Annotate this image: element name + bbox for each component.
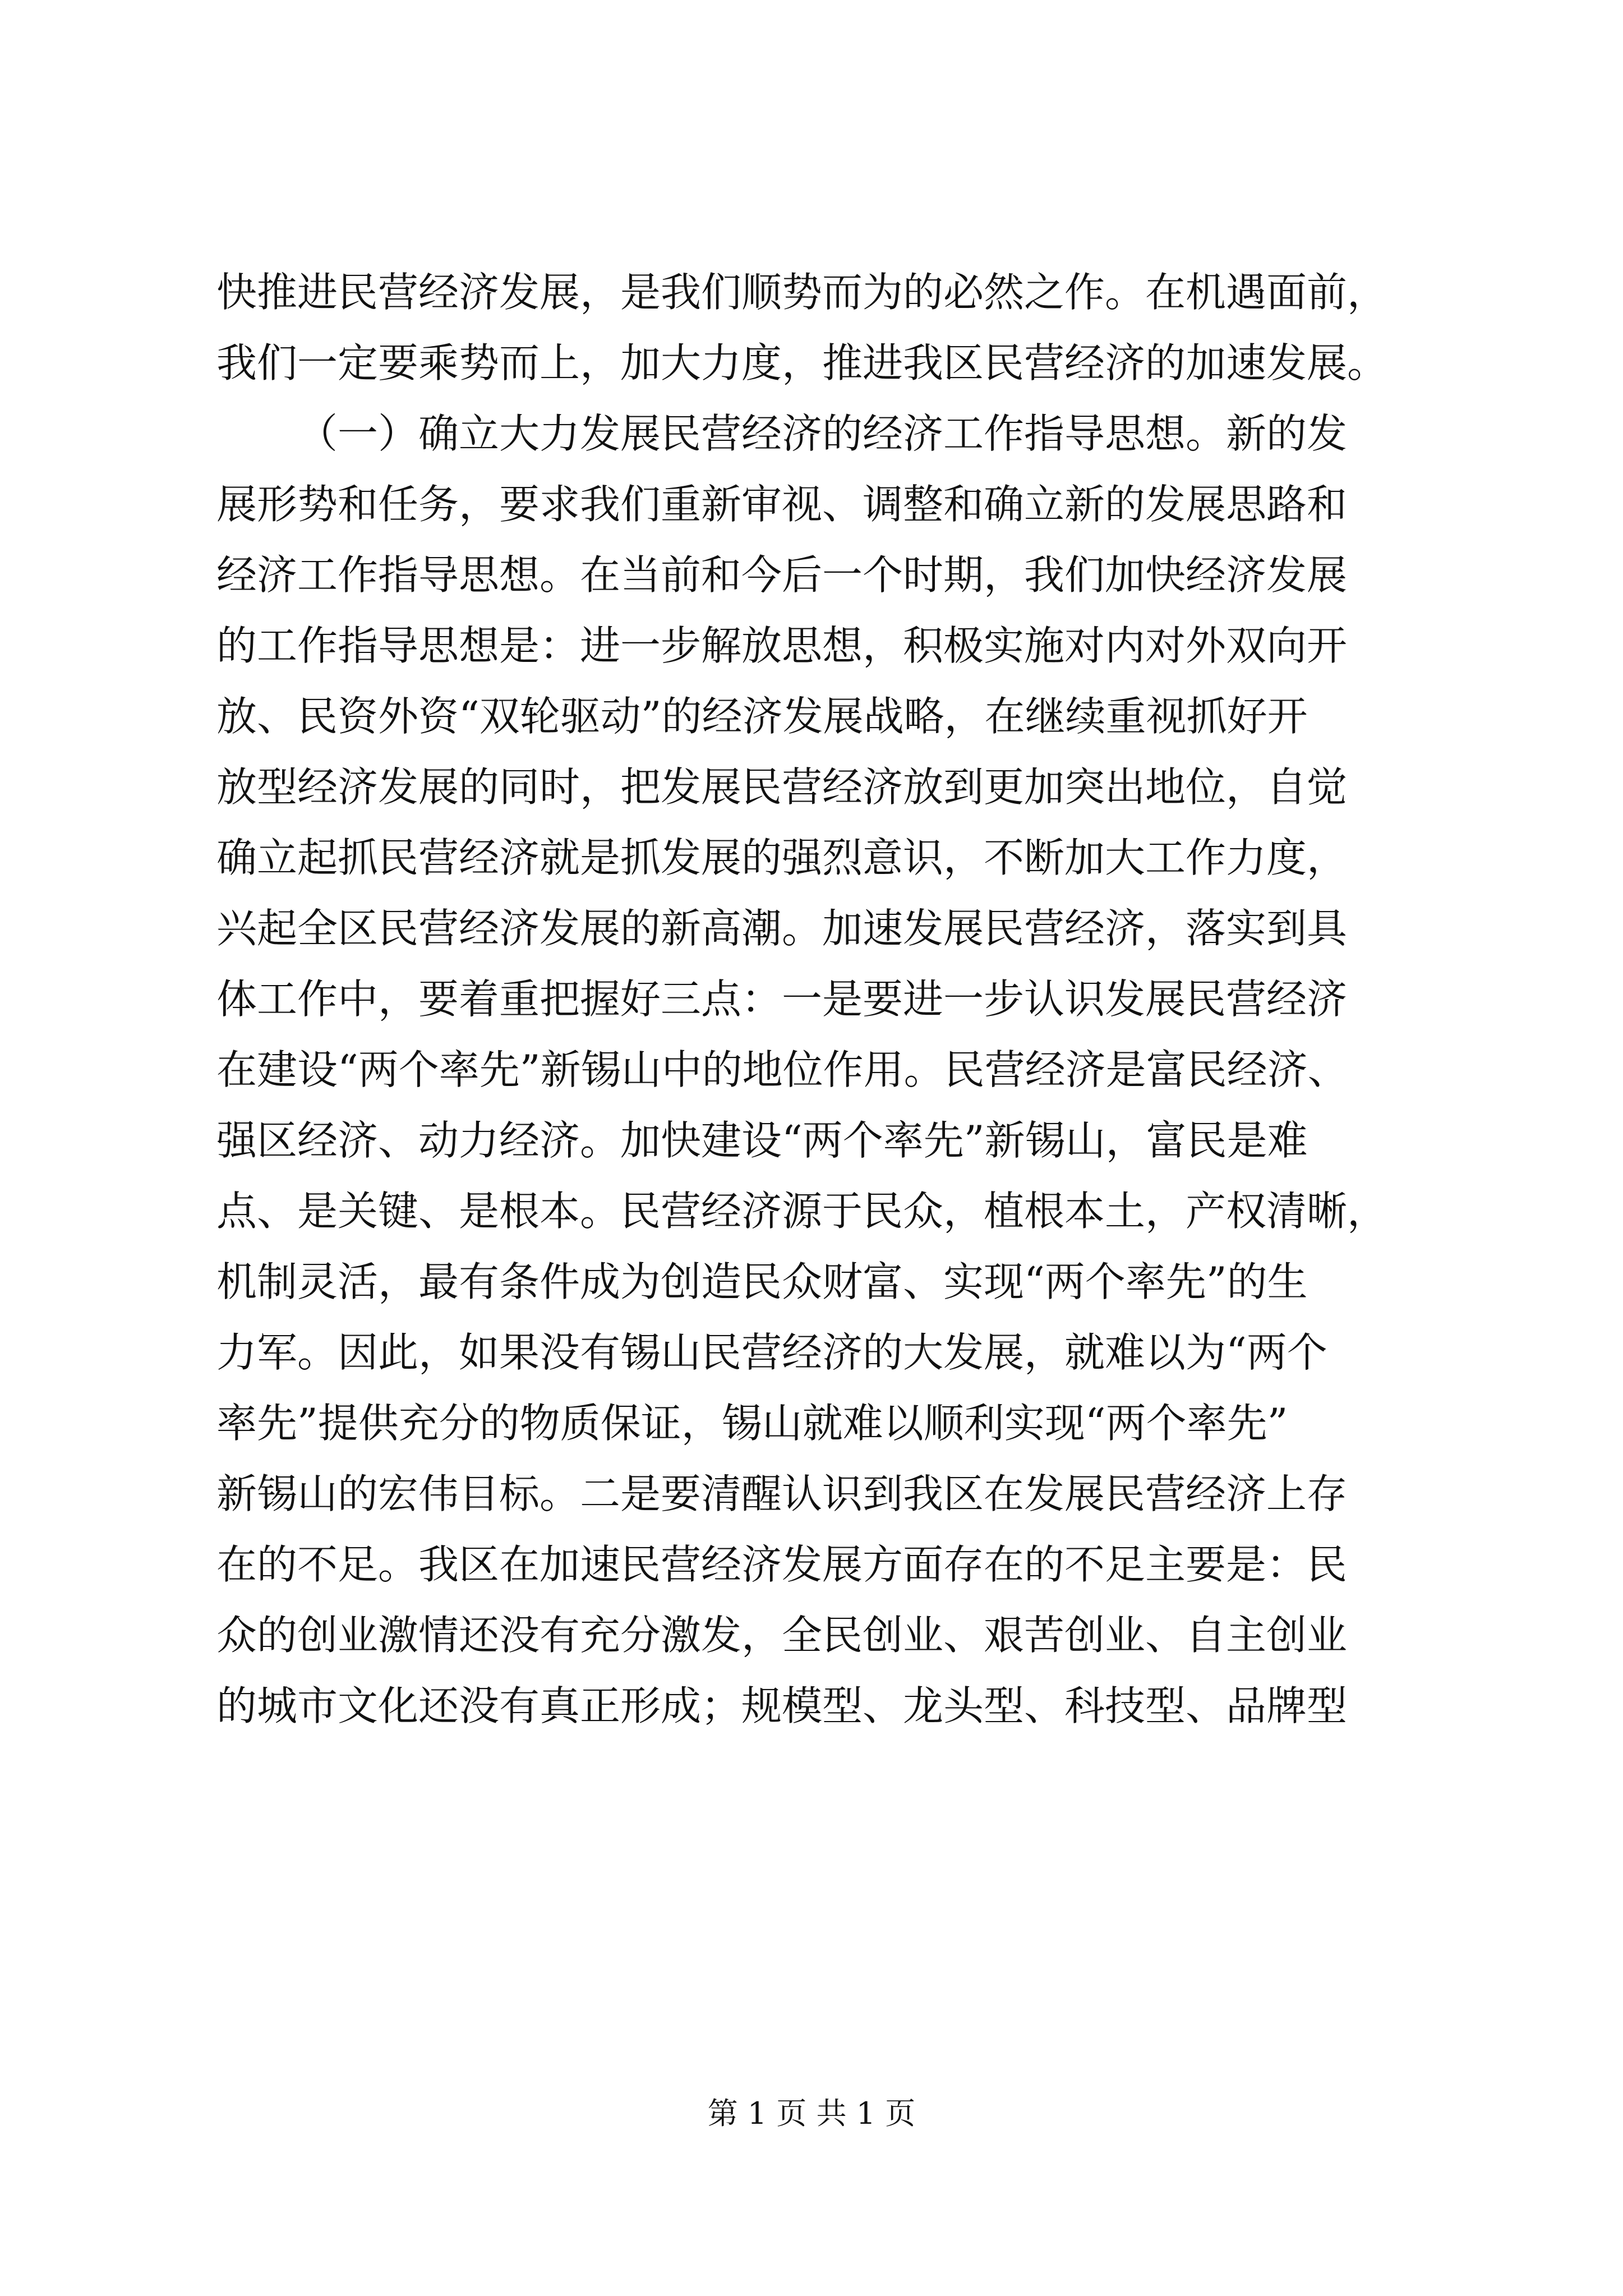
text-line: 体工作中，要着重把握好三点：一是要进一步认识发展民营经济 bbox=[216, 976, 1348, 1023]
text-line: 经济工作指导思想。在当前和今后一个时期，我们加快经济发展 bbox=[216, 551, 1348, 599]
text-line: 快推进民营经济发展，是我们顺势而为的必然之作。在机遇面前， bbox=[216, 269, 1388, 316]
page-number-footer: 第 1 页 共 1 页 bbox=[707, 2096, 916, 2131]
text-line: 的工作指导思想是：进一步解放思想，积极实施对内对外双向开 bbox=[216, 622, 1348, 669]
text-line: 机制灵活，最有条件成为创造民众财富、实现“两个率先”的生 bbox=[216, 1258, 1308, 1305]
text-line: 率先”提供充分的物质保证，锡山就难以顺利实现“两个率先” bbox=[216, 1400, 1288, 1447]
text-line: 在的不足。我区在加速民营经济发展方面存在的不足主要是：民 bbox=[216, 1541, 1348, 1588]
text-line: （一）确立大力发展民营经济的经济工作指导思想。新的发 bbox=[297, 410, 1348, 457]
document-body bbox=[216, 257, 1428, 1741]
text-line: 兴起全区民营经济发展的新高潮。加速发展民营经济，落实到具 bbox=[216, 905, 1348, 952]
text-line: 新锡山的宏伟目标。二是要清醒认识到我区在发展民营经济上存 bbox=[216, 1470, 1348, 1517]
text-line: 点、是关键、是根本。民营经济源于民众，植根本土，产权清晰， bbox=[216, 1188, 1388, 1235]
text-line: 我们一定要乘势而上，加大力度，推进我区民营经济的加速发展。 bbox=[216, 339, 1388, 386]
text-line: 展形势和任务，要求我们重新审视、调整和确立新的发展思路和 bbox=[216, 481, 1348, 528]
text-line: 的城市文化还没有真正形成；规模型、龙头型、科技型、品牌型 bbox=[216, 1682, 1348, 1729]
text-line: 放、民资外资“双轮驱动”的经济发展战略，在继续重视抓好开 bbox=[216, 693, 1308, 740]
text-line: 力军。因此，如果没有锡山民营经济的大发展，就难以为“两个 bbox=[216, 1329, 1327, 1376]
text-line: 在建设“两个率先”新锡山中的地位作用。民营经济是富民经济、 bbox=[216, 1046, 1348, 1093]
text-line: 放型经济发展的同时，把发展民营经济放到更加突出地位，自觉 bbox=[216, 763, 1348, 811]
text-line: 众的创业激情还没有充分激发，全民创业、艰苦创业、自主创业 bbox=[216, 1612, 1348, 1659]
text-line: 确立起抓民营经济就是抓发展的强烈意识，不断加大工作力度， bbox=[216, 834, 1348, 881]
text-line: 强区经济、动力经济。加快建设“两个率先”新锡山，富民是难 bbox=[216, 1117, 1308, 1164]
